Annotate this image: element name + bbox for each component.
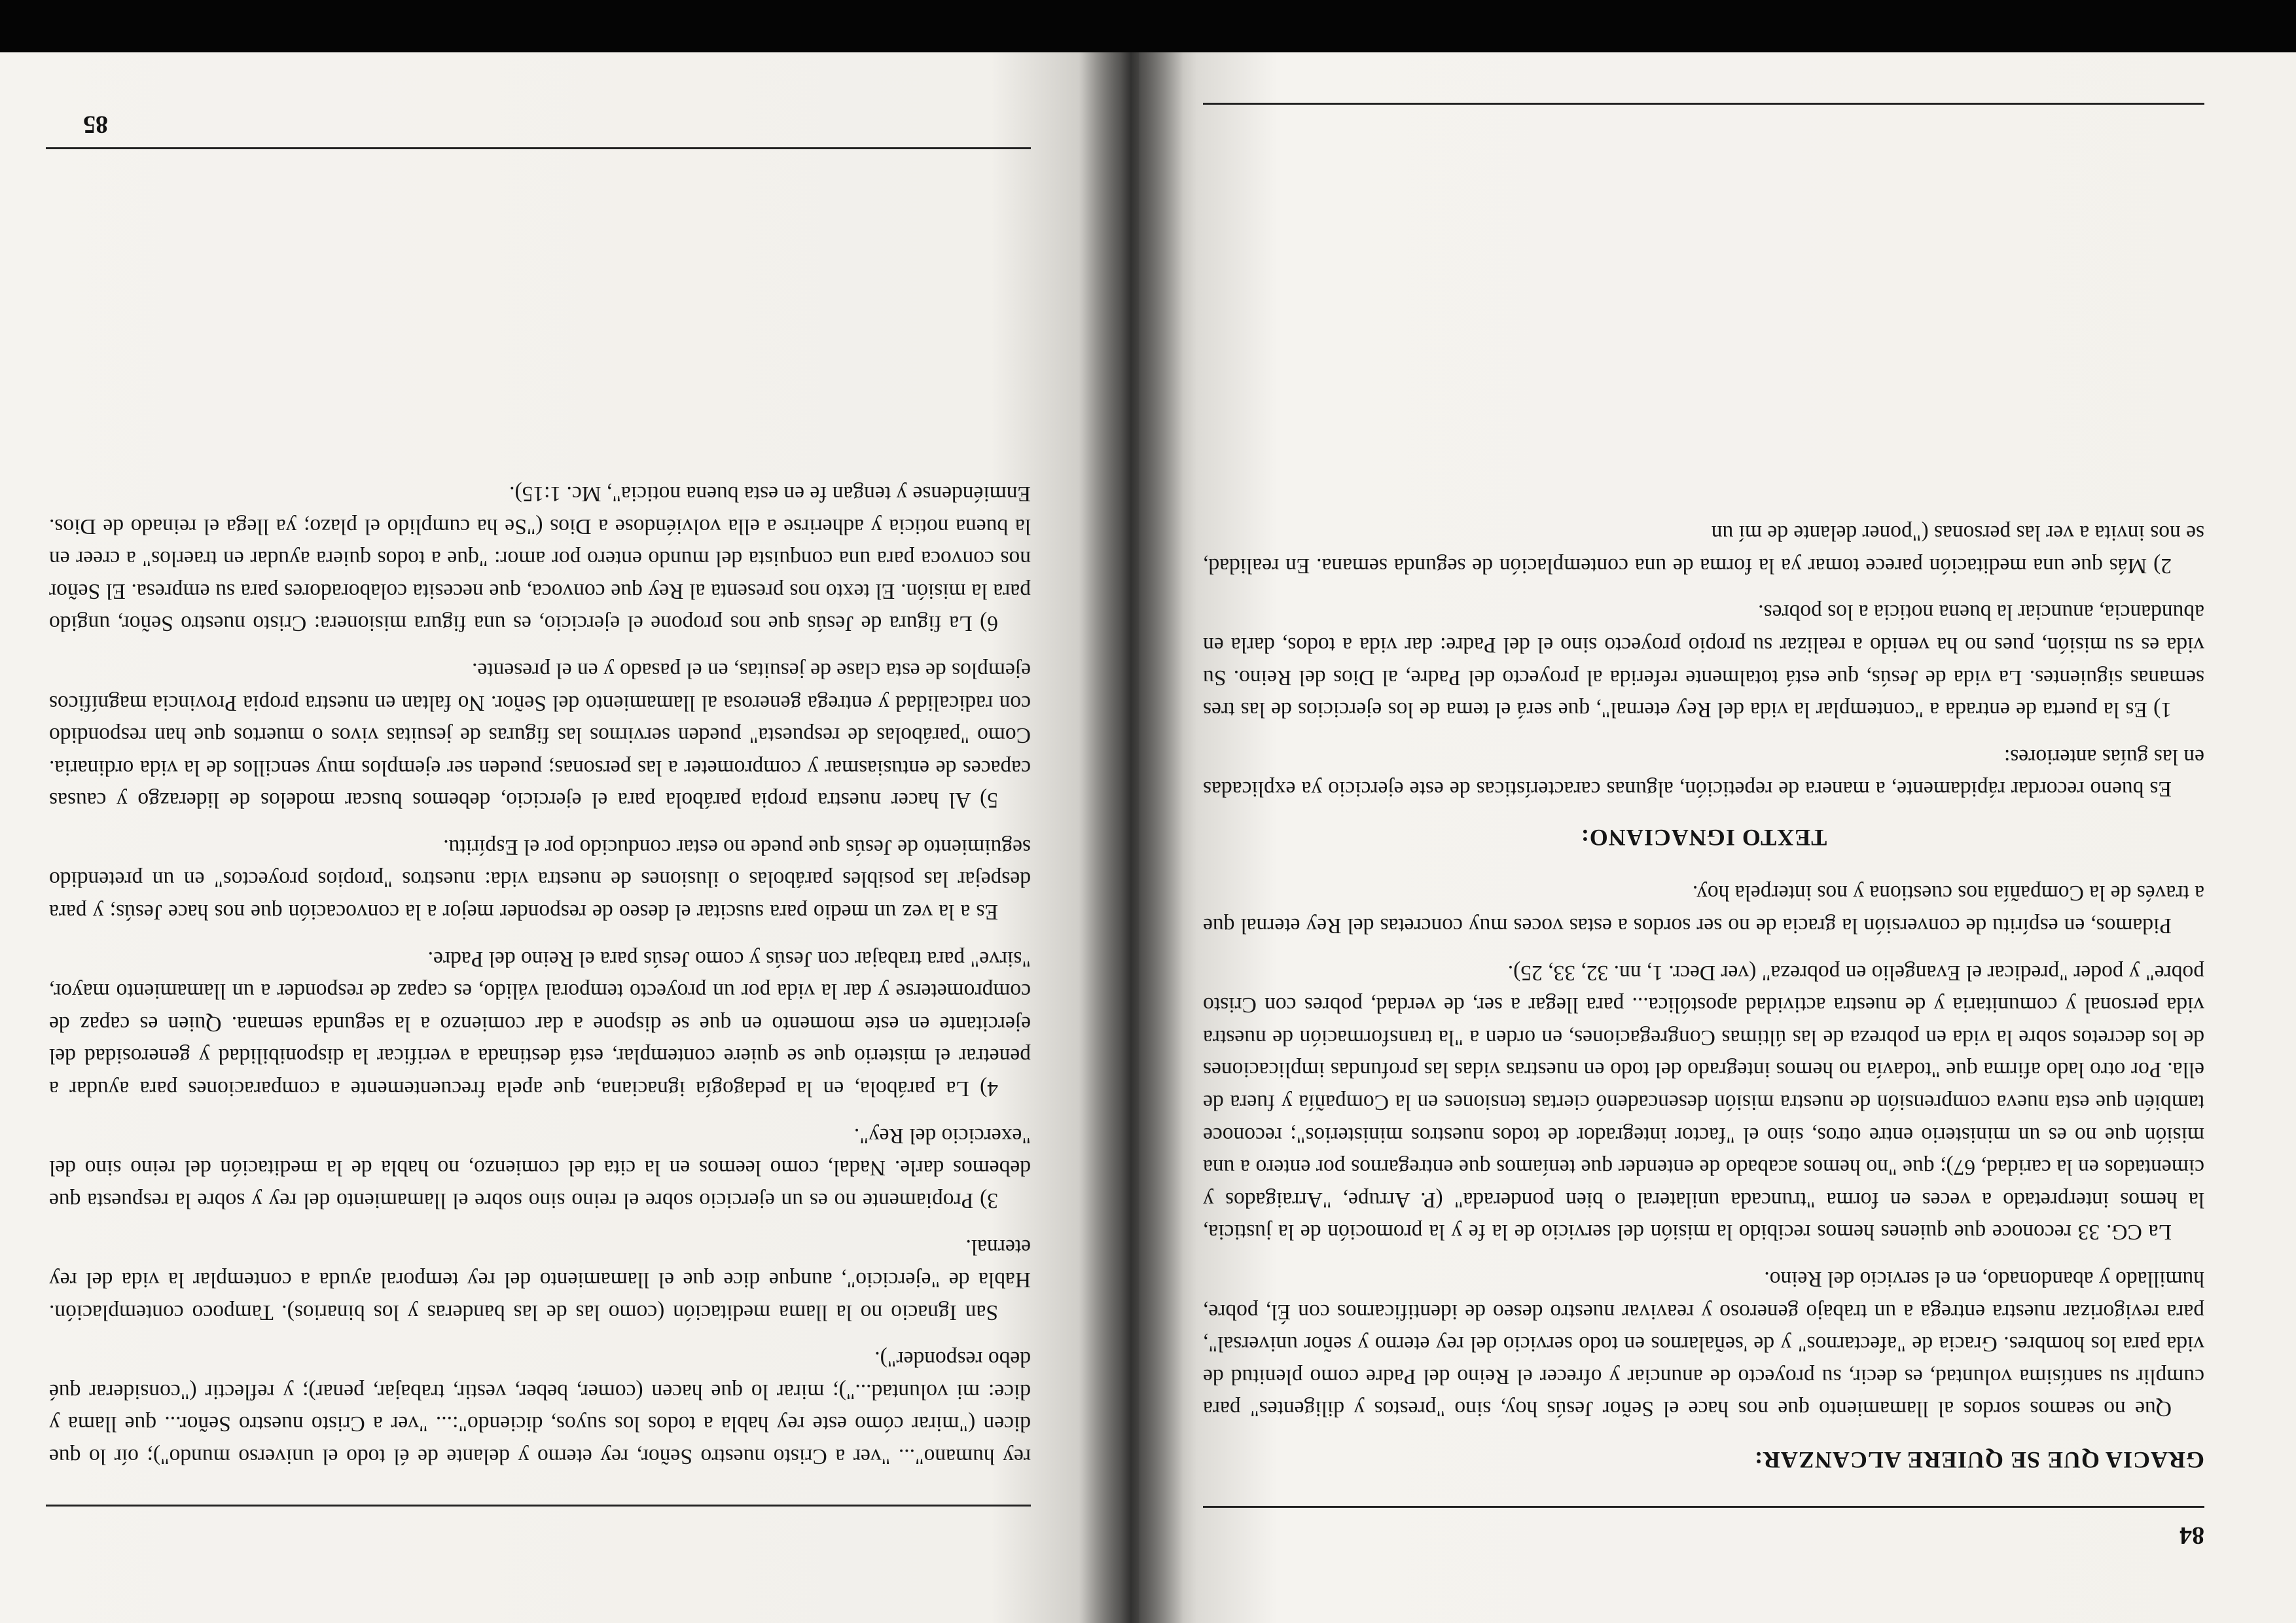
list-item: 4) La parábola, en la pedagogía ignaciana, que apela frecuentemente a comparaciones para ayudar a penetrar el misterio que se quiere contemplar, está destinada a verificar la disponibilidad y generosidad del ejercitante en este momento en que se dispone a dar comienzo a la segunda semana. Quien es capaz de comprometerse y dar la vida por un proyecto temporal válido, es capaz de responder a un llamamiento mayor, "sirve" para trabajar con Jesús y como Jesús para el Reino del Padre. <box>49 946 1031 1101</box>
heading-gracia: GRACIA QUE SE QUIERE ALCANZAR: <box>1753 1447 2204 1473</box>
list-item: 3) Propiamente no es un ejercicio sobre el reino sino sobre el llamamiento del rey y sobre la respuesta que debemos darle. Nadal, como leemos en la cita del comienzo, no habla de la meditación del reino sino del "exercicio del Rey". <box>49 1123 1031 1213</box>
list-item: 5) Al hacer nuestra propia parábola para el ejercicio, debemos buscar modelos de liderazgo y causas capaces de entusiasmar y comprometer a las personas; pueden ser ejemplos muy sencillos de la vida ordinaria. Como "parábolas de respuesta" pueden servirnos las figuras de jesuitas vivos o muertos que han respondido con radicalidad y entrega generosa al llamamiento del Señor. No faltan en nuestra propia Provincia magníficos ejemplos de esta clase de jesuitas, en el pasado y en el presente. <box>49 658 1031 813</box>
paragraph: Pidamos, en espíritu de conversión la gracia de no ser sordos a estas voces muy concretas del Rey eternal que a través de la Compañía nos cuestiona y nos interpela hoy. <box>1203 881 2204 938</box>
page-85-body <box>49 477 1031 1472</box>
page-84-body <box>1203 517 2204 1476</box>
bottom-rule <box>1203 103 2204 105</box>
list-item: 6) La figura de Jesús que nos propone el ejercicio, es una figura misionera: Cristo nuestro Señor, ungido para la misión. El texto nos presenta al Rey que convoca, que necesita colaboradores para su empresa. El Señor nos convoca para una conquista del mundo entero por amor: "que a todos quiera ayudar en traerlos" a creer en la buena noticia y adherirse a ella volviéndose a Dios ("Se ha cumplido el plazo; ya llega el reinado de Dios. Enmiéndense y tengan fe en esta buena noticia", Mc. 1:15). <box>49 481 1031 636</box>
paragraph: Es bueno recordar rápidamente, a manera de repetición, algunas características de este ejercicio ya explicadas en las guías anteriores: <box>1203 744 2204 802</box>
list-item: 1) Es la puerta de entrada a "contemplar la vida del Rey eternal", que será el tema de los ejercicios de las tres semanas siguientes. La vida de Jesús, que está totalmente referida al proyecto del Padre, al Dios del Reino. Su vida es su misión, pues no ha venido a realizar su propio proyecto sino el del Padre: dar vida a todos, darla en abundancia, anunciar la buena noticia a los pobres. <box>1203 600 2204 722</box>
top-rule <box>1203 1506 2204 1508</box>
page-85 <box>0 0 1139 1623</box>
paragraph: La CG. 33 reconoce que quienes hemos recibido la misión del servicio de la fe y la promoción de la justicia, la hemos interpretado a veces en forma "truncada unilateral o bien ponderada" (P. Arrupe, "Arraigados y cimentados en la caridad, 67); que "no hemos acabado de entender que teníamos que entregarnos por entero a una misión que no es un ministerio entre otros, sino el "factor integrador de todos nuestros ministerios"; reconoce también que esta nueva comprensión de nuestra misión desencadenó ciertas tensiones en la Compañía y fuera de ella. Por otro lado afirma que "todavía no hemos integrado del todo en nuestras vidas las profundas implicaciones de los decretos sobre la vida en pobreza de las últimas Congregaciones, en orden a "la transformación de nuestra vida personal y comunitaria y de nuestra actividad apostólica... para llegar a ser, de verdad, pobres con Cristo pobre" y poder "predicar el Evangelio en pobreza" (ver Decr. 1, nn. 32, 33, 25). <box>1203 960 2204 1245</box>
page-number-85: 85 <box>83 111 108 138</box>
paragraph: San Ignacio no la llama meditación (como las de las banderas y los binarios). Tampoco contemplación. Habla de "ejercicio", aunque dice que el llamamiento del rey temporal ayuda a contemplar la vida del rey eternal. <box>49 1235 1031 1325</box>
paragraph: Es a la vez un medio para suscitar el deseo de responder mejor a la convocación que nos hace Jesús; y para despejar las posibles parábolas o ilusiones de nuestra vida: nuestros "propios proyectos" en un pretendido seguimiento de Jesús que puede no estar conducido por el Espíritu. <box>49 834 1031 925</box>
bottom-rule <box>46 147 1031 149</box>
page-number-84: 84 <box>2179 1522 2204 1549</box>
list-item: 2) Más que una meditación parece tomar ya la forma de una contemplación de segunda semana. En realidad, se nos invita a ver las personas ("poner delante de mí un <box>1203 521 2204 578</box>
top-rule <box>46 1505 1031 1507</box>
scanner-edge <box>0 0 2296 52</box>
heading-texto-ignaciano: TEXTO IGNACIANO: <box>1580 824 1827 851</box>
paragraph: rey humano"... "ver a Cristo nuestro Señor, rey eterno y delante de él todo el universo mundo"); oír lo que dicen ("mirar cómo este rey habla a todos los suyos, diciendo":... "ver a Cristo nuestro Señor... que llama y dice: mi voluntad..."); mirar lo que hacen (comer, beber, vestir, trabajar, penar); y reflectir ("considerar qué debo responder"). <box>49 1347 1031 1469</box>
paragraph: Que no seamos sordos al llamamiento que nos hace el Señor Jesús hoy, sino "prestos y diligentes" para cumplir su santísima voluntad, es decir, su proyecto de anunciar y ofrecer el Reino del Padre como plenitud de vida para los hombres. Gracia de "afectarnos" y de 'señalarnos en todo servicio del rey eterno y señor universal", para revigorizar nuestra entrega a un trabajo generoso y reavivar nuestro deseo de identificarnos con Él, pobre, humillado y abandonado, en el servicio del Reino. <box>1203 1267 2204 1421</box>
page-84 <box>1139 0 2296 1623</box>
